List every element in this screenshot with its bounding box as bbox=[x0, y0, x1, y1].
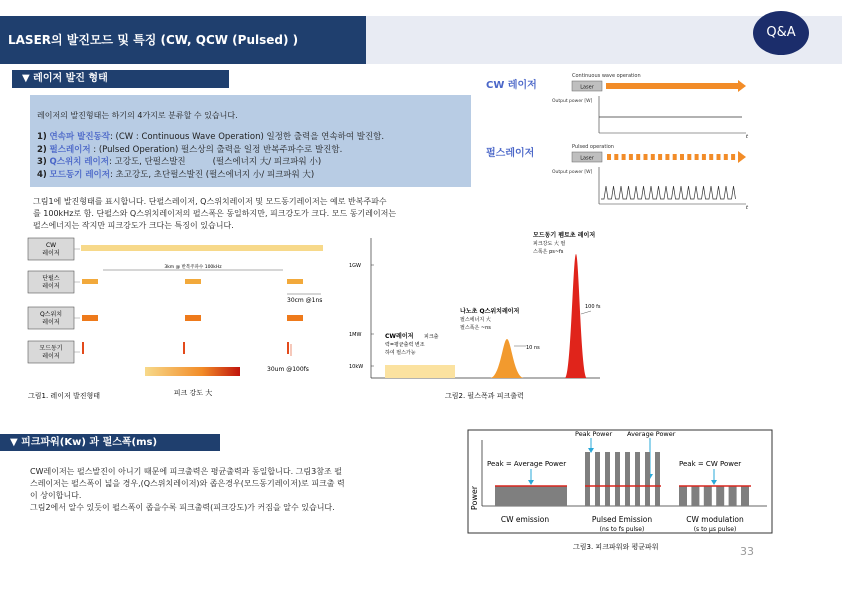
pulsed-beam-dash bbox=[636, 154, 640, 160]
pulsed-op-label: Pulsed operation bbox=[572, 144, 614, 150]
pulsed-beam-dash bbox=[717, 154, 721, 160]
qswitch-pulse-3 bbox=[287, 315, 303, 321]
figure3-peak-average-power bbox=[467, 428, 782, 556]
pulse-laser-label: 펄스레이저 bbox=[486, 148, 535, 159]
short-pulse-1 bbox=[82, 279, 98, 284]
svg-text:Average Power: Average Power bbox=[627, 430, 676, 438]
pulsed-emission-bar bbox=[625, 452, 630, 506]
qswitch-pulse-1 bbox=[82, 315, 98, 321]
qswitch-pulse-2 bbox=[185, 315, 201, 321]
svg-text:레이저: 레이저 bbox=[42, 353, 60, 360]
svg-text:1GW: 1GW bbox=[349, 263, 361, 269]
svg-text:Output power [W]: Output power [W] bbox=[552, 99, 593, 104]
pulsed-emission-bar bbox=[585, 452, 590, 506]
svg-text:Peak = Average Power: Peak = Average Power bbox=[487, 460, 567, 468]
figure3-caption: 그림3. 피크파워와 평균파워 bbox=[573, 543, 659, 551]
cw-emission-block bbox=[495, 486, 567, 506]
cw-modulation-bar bbox=[729, 486, 737, 506]
svg-text:단펄스: 단펄스 bbox=[42, 275, 60, 282]
section2-line-3: 이 상이합니다. bbox=[30, 491, 82, 500]
svg-text:모드동기: 모드동기 bbox=[39, 345, 63, 352]
pulsed-emission-bar bbox=[635, 452, 640, 506]
cw-beam bbox=[606, 83, 738, 89]
svg-text:피크 강도 大: 피크 강도 大 bbox=[173, 389, 213, 397]
figure1-caption: 그림1. 레이저 발진형태 bbox=[28, 392, 100, 400]
pulsed-beam-dash bbox=[724, 154, 728, 160]
svg-text:30cm @1ns: 30cm @1ns bbox=[287, 297, 323, 304]
modelock-pulse-2 bbox=[183, 342, 185, 354]
intro-text: 레이저의 발진형태는 하기의 4가지로 분류할 수 있습니다. bbox=[37, 111, 238, 120]
svg-text:피크강도 大 펄: 피크강도 大 펄 bbox=[533, 241, 566, 247]
svg-text:하여 펄스가능: 하여 펄스가능 bbox=[385, 350, 416, 356]
pulsed-beam-dash bbox=[622, 154, 626, 160]
pulsed-beam-arrow bbox=[738, 151, 746, 163]
pulsed-beam-dash bbox=[731, 154, 735, 160]
pulsed-beam-dash bbox=[607, 154, 611, 160]
svg-text:100 fs: 100 fs bbox=[585, 304, 601, 310]
pulsed-beam-dash bbox=[702, 154, 706, 160]
list-item-3: 3) Q스위치 레이저: 고강도, 단펄스발진 (펄스에너지 大/ 피크파워 小) bbox=[37, 157, 322, 167]
pulsed-emission-bar bbox=[595, 452, 600, 506]
cw-beam-arrow bbox=[738, 80, 746, 92]
femtosecond-peak bbox=[565, 254, 587, 378]
pulsed-beam-dash bbox=[680, 154, 684, 160]
section2-header: ▼ 피크파워(Kw) 과 펄스폭(ms) bbox=[0, 434, 220, 451]
pulsed-beam-dash bbox=[658, 154, 662, 160]
pulsed-beam-dash bbox=[629, 154, 633, 160]
svg-text:3km @ 반복주파수 100kHz: 3km @ 반복주파수 100kHz bbox=[164, 265, 222, 270]
svg-text:CW레이저: CW레이저 bbox=[385, 333, 414, 340]
svg-text:10 ns: 10 ns bbox=[526, 345, 540, 351]
row-label-modelock bbox=[28, 341, 74, 363]
slide-title: LASER의 발진모드 및 특징 (CW, QCW (Pulsed) ) bbox=[0, 16, 366, 64]
cw-continuous-bar bbox=[81, 245, 323, 251]
svg-text:(ns to fs pulse): (ns to fs pulse) bbox=[599, 526, 645, 533]
svg-text:1MW: 1MW bbox=[349, 332, 362, 338]
svg-text:모드동기 펨토초 레이저: 모드동기 펨토초 레이저 bbox=[533, 232, 596, 239]
svg-text:Peak = CW Power: Peak = CW Power bbox=[679, 460, 742, 468]
figure1-oscillation-modes bbox=[25, 236, 335, 406]
svg-text:t: t bbox=[746, 205, 748, 211]
pulsed-emission-bar bbox=[645, 452, 650, 506]
operation-mode-diagram bbox=[480, 68, 760, 218]
svg-text:30um @100fs: 30um @100fs bbox=[267, 366, 309, 373]
row-label-short-pulse bbox=[28, 271, 74, 293]
pulsed-beam-dash bbox=[651, 154, 655, 160]
modelock-pulse-1 bbox=[82, 342, 84, 354]
cw-op-label: Continuous wave operation bbox=[572, 73, 641, 79]
figure2-pulse-width-peak bbox=[340, 228, 610, 406]
svg-text:CW emission: CW emission bbox=[500, 515, 550, 524]
svg-text:피크출: 피크출 bbox=[424, 334, 439, 340]
svg-text:CW modulation: CW modulation bbox=[686, 515, 744, 524]
pulsed-output-train bbox=[601, 186, 736, 199]
svg-text:Laser: Laser bbox=[580, 155, 594, 162]
row-label-cw bbox=[28, 238, 74, 260]
section1-header: ▼ 레이저 발진 형태 bbox=[12, 70, 229, 88]
svg-text:Output power [W]: Output power [W] bbox=[552, 170, 593, 175]
modelock-pulse-3 bbox=[287, 342, 289, 354]
short-pulse-3 bbox=[287, 279, 303, 284]
pulsed-emission-bar bbox=[655, 452, 660, 506]
page-number: 33 bbox=[740, 545, 754, 558]
row-label-cw-line1: CW bbox=[45, 242, 57, 249]
cw-region bbox=[385, 365, 455, 378]
cw-modulation-bar bbox=[704, 486, 712, 506]
section2-line-2: 스레이저는 펄스폭이 넓을 경우,(Q스위치레이저)와 좁은경우(모드동기레이저)로 피크출 력 bbox=[30, 479, 345, 488]
cw-modulation-bar bbox=[691, 486, 699, 506]
svg-text:레이저: 레이저 bbox=[42, 283, 60, 290]
section2-line-1: CW레이저는 펄스발진이 아니기 때문에 피크출력은 평균출력과 동일합니다. 그림3참조 펄 bbox=[30, 467, 342, 476]
svg-text:10kW: 10kW bbox=[349, 364, 364, 370]
pulsed-beam-dash bbox=[644, 154, 648, 160]
pulsed-beam-dash bbox=[614, 154, 618, 160]
qa-badge[interactable]: Q&A bbox=[753, 11, 809, 55]
paragraph-line-1: 그림1에 발진형태를 표시합니다. 단펄스레이저, Q스위치레이저 및 모드동기레이저는 예로 반복주파수 bbox=[33, 197, 387, 206]
pulsed-emission-bar bbox=[605, 452, 610, 506]
paragraph-line-2: 를 100kHz로 함. 단펄스와 Q스위치레이저의 펄스폭은 동일하지만, 피크강도가 크다. 모드 동기레이저는 bbox=[33, 209, 397, 218]
svg-text:력=평균출력 변조: 력=평균출력 변조 bbox=[385, 342, 425, 348]
pulsed-beam-dash bbox=[687, 154, 691, 160]
row-label-cw-line2: 레이저 bbox=[42, 250, 60, 257]
svg-text:Peak Power: Peak Power bbox=[575, 430, 613, 438]
pulsed-beam-dash bbox=[709, 154, 713, 160]
svg-text:Laser: Laser bbox=[580, 84, 594, 91]
short-pulse-2 bbox=[185, 279, 201, 284]
nanosecond-peak bbox=[490, 339, 524, 378]
figure2-caption: 그림2. 펄스폭과 피크출력 bbox=[445, 392, 524, 400]
svg-text:Q스위치: Q스위치 bbox=[39, 311, 63, 318]
cw-laser-label: CW 레이저 bbox=[486, 80, 537, 91]
paragraph-line-3: 펄스에너지는 작지만 피크강도가 크다는 특징이 있습니다. bbox=[33, 221, 234, 230]
cw-modulation-bar bbox=[679, 486, 687, 506]
svg-text:스폭은 ps~fs: 스폭은 ps~fs bbox=[533, 249, 564, 255]
pulsed-beam-dash bbox=[665, 154, 669, 160]
list-item-2: 2) 펄스레이저 : (Pulsed Operation) 펄스상의 출력을 일정 반복주파수로 발진함. bbox=[37, 145, 343, 155]
pulsed-emission-bar bbox=[615, 452, 620, 506]
section2-line-4: 그림2에서 알수 있듯이 펄스폭이 좁을수록 피크출력(피크강도)가 커짐을 알수 있습니다. bbox=[30, 503, 335, 512]
svg-text:t: t bbox=[746, 134, 748, 140]
peak-intensity-bar bbox=[145, 367, 240, 376]
svg-text:(s to µs pulse): (s to µs pulse) bbox=[693, 526, 737, 533]
svg-text:레이저: 레이저 bbox=[42, 319, 60, 326]
pulsed-beam bbox=[607, 154, 735, 160]
svg-text:Power: Power bbox=[470, 485, 479, 511]
list-item-1: 1) 연속파 발진동작: (CW : Continuous Wave Operation) 일정한 출력을 연속하여 발진함. bbox=[37, 132, 385, 142]
svg-text:펄스폭은 ~ns: 펄스폭은 ~ns bbox=[460, 325, 491, 331]
svg-text:펄스에너지 大: 펄스에너지 大 bbox=[460, 317, 491, 323]
pulsed-beam-dash bbox=[673, 154, 677, 160]
svg-text:Pulsed Emission: Pulsed Emission bbox=[591, 515, 653, 524]
svg-text:나노초 Q스위치레이저: 나노초 Q스위치레이저 bbox=[460, 308, 520, 315]
list-item-4: 4) 모드동기 레이저: 초고강도, 초단펄스발진 (펄스에너지 小/ 피크파워 大) bbox=[37, 170, 315, 180]
pulsed-beam-dash bbox=[695, 154, 699, 160]
row-label-qswitch bbox=[28, 307, 74, 329]
cw-modulation-bar bbox=[716, 486, 724, 506]
cw-modulation-bar bbox=[741, 486, 749, 506]
